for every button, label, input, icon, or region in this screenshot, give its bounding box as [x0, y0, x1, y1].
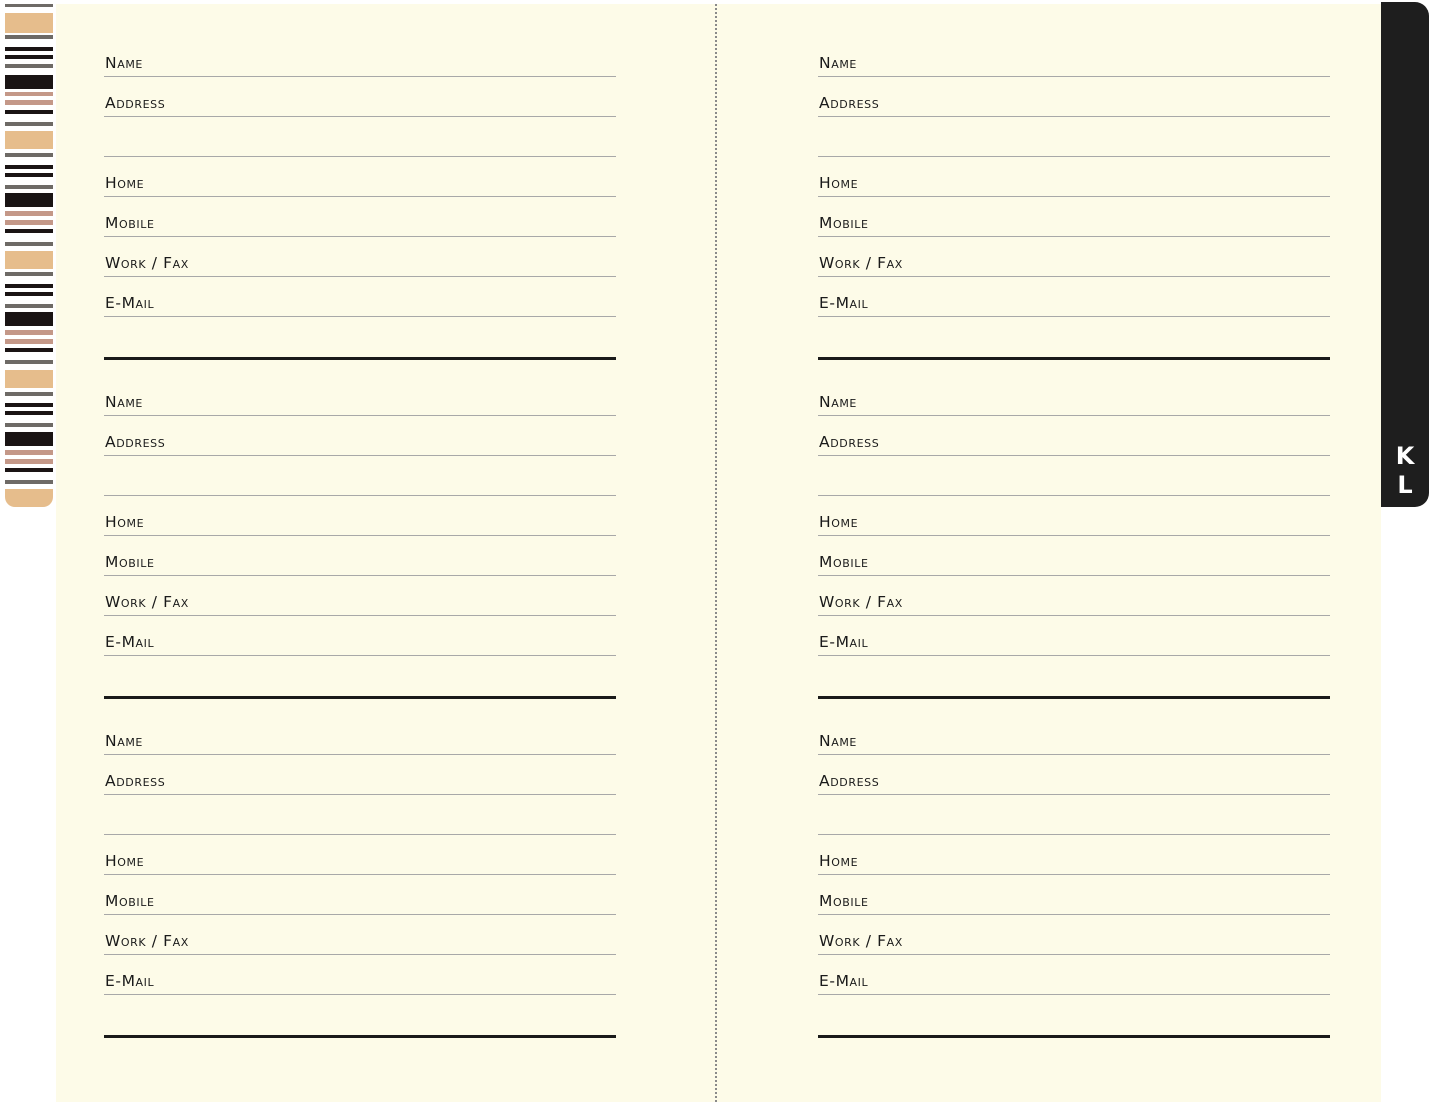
work-fax-field[interactable] — [104, 585, 616, 616]
contact-entry — [818, 4, 1330, 344]
tab-letter-k: K — [1395, 442, 1415, 470]
address-line-2-field[interactable] — [104, 804, 616, 835]
stripe — [5, 403, 53, 407]
field-label: Name — [819, 732, 857, 750]
stripe — [5, 468, 53, 472]
mobile-phone-field[interactable] — [104, 545, 616, 576]
address-line-2-field[interactable] — [818, 804, 1330, 835]
email-field[interactable] — [818, 964, 1330, 995]
stripe — [5, 100, 53, 105]
stripe — [5, 312, 53, 326]
work-fax-field[interactable] — [818, 246, 1330, 277]
field-label: Address — [819, 94, 880, 112]
address-field[interactable] — [818, 764, 1330, 795]
left-page — [104, 4, 616, 1102]
name-field[interactable] — [818, 724, 1330, 755]
name-field[interactable] — [818, 385, 1330, 416]
name-field[interactable] — [818, 46, 1330, 77]
field-label: Work / Fax — [105, 593, 189, 611]
field-label: Address — [105, 433, 166, 451]
stripe — [5, 480, 53, 484]
stripe — [5, 110, 53, 114]
stripe — [5, 229, 53, 233]
field-label: Work / Fax — [105, 254, 189, 272]
stripe — [5, 165, 53, 169]
stripe — [5, 304, 53, 308]
field-label: E-Mail — [105, 294, 155, 312]
field-label: Address — [819, 772, 880, 790]
address-field[interactable] — [818, 425, 1330, 456]
stripe — [5, 4, 53, 7]
address-field[interactable] — [104, 764, 616, 795]
stripe — [5, 220, 53, 225]
stripe — [5, 64, 53, 68]
field-label: Address — [819, 433, 880, 451]
stripe — [5, 360, 53, 364]
stripe — [5, 193, 53, 207]
mobile-phone-field[interactable] — [818, 206, 1330, 237]
right-page — [818, 4, 1330, 1102]
field-label: Home — [105, 174, 145, 192]
field-label: Name — [105, 732, 143, 750]
name-field[interactable] — [104, 385, 616, 416]
home-phone-field[interactable] — [104, 505, 616, 536]
contact-entry — [104, 4, 616, 344]
field-label: Work / Fax — [819, 932, 903, 950]
stripe — [5, 392, 53, 396]
address-book-spread — [56, 4, 1381, 1102]
home-phone-field[interactable] — [104, 166, 616, 197]
field-label: Name — [105, 393, 143, 411]
contact-entry — [818, 343, 1330, 683]
field-label: Name — [105, 54, 143, 72]
stripe — [5, 211, 53, 216]
work-fax-field[interactable] — [818, 585, 1330, 616]
stripe — [5, 459, 53, 464]
email-field[interactable] — [104, 964, 616, 995]
stripe — [5, 13, 53, 33]
stripe — [5, 55, 53, 59]
stripe — [5, 92, 53, 96]
stripe — [5, 411, 53, 415]
field-label: Home — [105, 852, 145, 870]
field-label: Name — [819, 54, 857, 72]
field-label: Mobile — [105, 214, 155, 232]
tab-letter-l: L — [1397, 471, 1413, 499]
decorative-stripe-edge — [5, 4, 53, 507]
field-label: Mobile — [819, 553, 869, 571]
stripe — [5, 489, 53, 507]
name-field[interactable] — [104, 46, 616, 77]
field-label: Mobile — [105, 553, 155, 571]
contact-entry — [818, 682, 1330, 1022]
stripe — [5, 423, 53, 427]
stripe — [5, 153, 53, 157]
stripe — [5, 242, 53, 246]
mobile-phone-field[interactable] — [104, 884, 616, 915]
stripe — [5, 348, 53, 352]
stripe — [5, 173, 53, 177]
field-label: Home — [819, 513, 859, 531]
field-label: Home — [819, 174, 859, 192]
stripe — [5, 432, 53, 446]
address-line-2-field[interactable] — [818, 126, 1330, 157]
home-phone-field[interactable] — [818, 844, 1330, 875]
address-line-2-field[interactable] — [104, 465, 616, 496]
field-label: Address — [105, 772, 166, 790]
field-label: Home — [105, 513, 145, 531]
contact-entry — [104, 682, 616, 1022]
mobile-phone-field[interactable] — [818, 884, 1330, 915]
stripe — [5, 251, 53, 269]
stripe — [5, 370, 53, 388]
field-label: Work / Fax — [105, 932, 189, 950]
work-fax-field[interactable] — [818, 924, 1330, 955]
field-label: E-Mail — [819, 972, 869, 990]
alphabet-index-tab[interactable] — [1381, 2, 1429, 507]
home-phone-field[interactable] — [818, 166, 1330, 197]
stripe — [5, 450, 53, 455]
name-field[interactable] — [104, 724, 616, 755]
email-field[interactable] — [104, 286, 616, 317]
field-label: E-Mail — [819, 633, 869, 651]
work-fax-field[interactable] — [104, 246, 616, 277]
stripe — [5, 339, 53, 344]
stripe — [5, 122, 53, 126]
home-phone-field[interactable] — [818, 505, 1330, 536]
field-label: E-Mail — [105, 633, 155, 651]
email-field[interactable] — [818, 625, 1330, 656]
stripe — [5, 292, 53, 296]
field-label: Name — [819, 393, 857, 411]
email-field[interactable] — [104, 625, 616, 656]
field-label: Home — [819, 852, 859, 870]
field-label: Address — [105, 94, 166, 112]
contact-entry — [104, 343, 616, 683]
field-label: Mobile — [819, 892, 869, 910]
email-field[interactable] — [818, 286, 1330, 317]
mobile-phone-field[interactable] — [818, 545, 1330, 576]
address-field[interactable] — [104, 425, 616, 456]
address-line-2-field[interactable] — [104, 126, 616, 157]
work-fax-field[interactable] — [104, 924, 616, 955]
entry-separator — [818, 1035, 1330, 1038]
stripe — [5, 272, 53, 276]
address-field[interactable] — [818, 86, 1330, 117]
field-label: Work / Fax — [819, 254, 903, 272]
stripe — [5, 35, 53, 39]
field-label: Mobile — [819, 214, 869, 232]
stripe — [5, 330, 53, 335]
field-label: Work / Fax — [819, 593, 903, 611]
stripe — [5, 131, 53, 149]
field-label: E-Mail — [105, 972, 155, 990]
address-line-2-field[interactable] — [818, 465, 1330, 496]
home-phone-field[interactable] — [104, 844, 616, 875]
field-label: E-Mail — [819, 294, 869, 312]
mobile-phone-field[interactable] — [104, 206, 616, 237]
stripe — [5, 75, 53, 89]
stripe — [5, 47, 53, 51]
address-field[interactable] — [104, 86, 616, 117]
stripe — [5, 185, 53, 189]
page-spine — [715, 4, 717, 1102]
field-label: Mobile — [105, 892, 155, 910]
entry-separator — [104, 1035, 616, 1038]
stripe — [5, 284, 53, 288]
